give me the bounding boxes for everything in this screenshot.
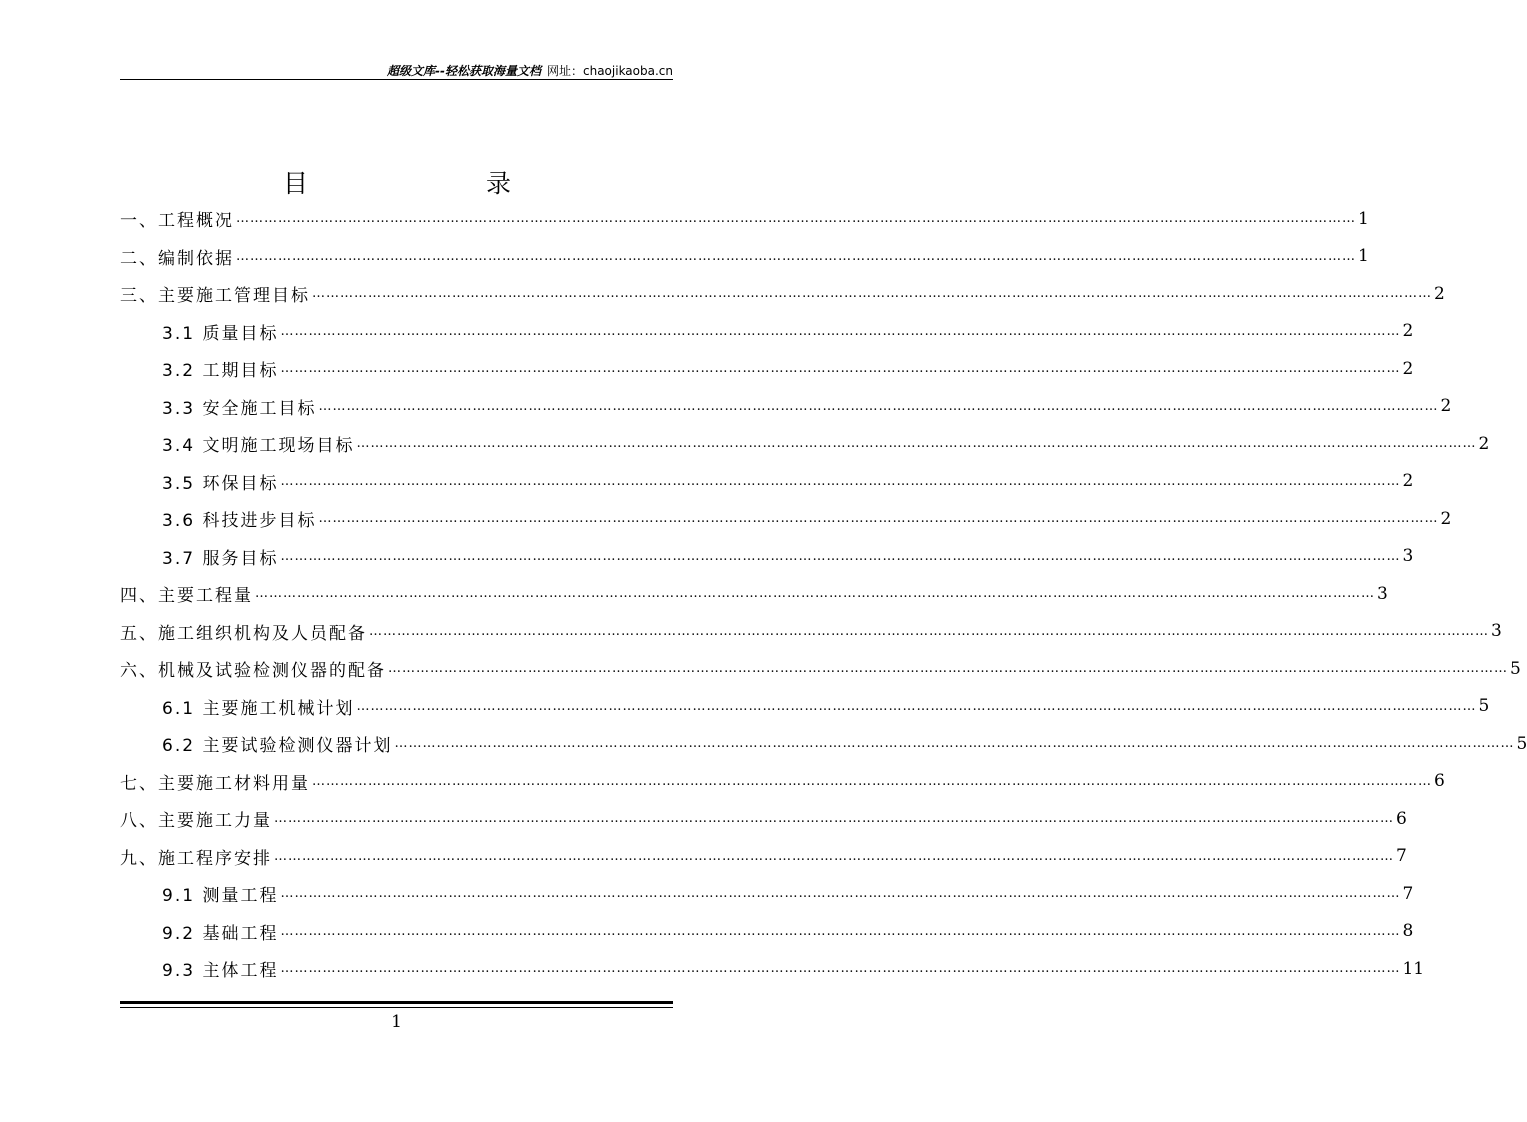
toc-entry-page: 2 [1478,433,1490,454]
toc-entry-label: 四、主要工程量 [120,586,253,607]
toc-entry-label: 9.3 主体工程 [162,961,279,982]
toc-entry-label: 六、机械及试验检测仪器的配备 [120,661,386,682]
header-title: 超级文库--轻松获取海量文档 [387,64,541,78]
table-of-contents [120,200,1527,988]
toc-entry-page: 5 [1516,733,1527,754]
header-rule [120,79,673,80]
toc-entry-label: 6.2 主要试验检测仪器计划 [162,736,393,757]
toc-leader-dots: …………………………………………………………………………………………………………………………………………………………………………………………………………………… [274,811,1394,827]
toc-entry-page: 5 [1510,658,1521,679]
toc-leader-dots: …………………………………………………………………………………………………………………………………………………………………………………………………………………… [312,286,1432,302]
toc-leader-dots: …………………………………………………………………………………………………………………………………………………………………………………………………………………… [312,773,1432,789]
toc-entry-label: 一、工程概况 [120,211,234,232]
toc-entry-page: 3 [1402,546,1414,567]
toc-entry[interactable] [120,913,1414,951]
toc-entry-page: 6 [1396,808,1407,829]
toc-entry[interactable] [120,238,1369,276]
toc-title-part1: 目 [283,169,309,198]
toc-entry-page: 2 [1402,358,1414,379]
toc-entry[interactable] [120,500,1452,538]
toc-leader-dots: …………………………………………………………………………………………………………………………………………………………………………………………………………………… [280,323,1401,339]
toc-leader-dots: …………………………………………………………………………………………………………………………………………………………………………………………………………………… [388,661,1508,677]
toc-entry-label: 3.5 环保目标 [162,473,279,494]
header-site: 网址：chaojikaoba.cn [547,64,673,78]
toc-entry[interactable] [120,575,1388,613]
toc-entry-page: 6 [1434,771,1445,792]
toc-entry-page: 2 [1440,396,1452,417]
toc-leader-dots: …………………………………………………………………………………………………………………………………………………………………………………………………………………… [318,398,1439,414]
toc-entry-label: 3.7 服务目标 [162,548,279,569]
toc-entry-label: 三、主要施工管理目标 [120,286,310,307]
toc-entry-page: 2 [1434,283,1445,304]
toc-entry-page: 1 [1358,208,1369,229]
toc-entry[interactable] [120,838,1407,876]
toc-entry-page: 7 [1402,883,1414,904]
toc-entry-label: 3.6 科技进步目标 [162,511,317,532]
toc-entry-page: 2 [1402,321,1414,342]
toc-entry-label: 9.2 基础工程 [162,923,279,944]
toc-entry-page: 2 [1402,471,1414,492]
footer-rule-thin [120,1007,673,1008]
toc-leader-dots: …………………………………………………………………………………………………………………………………………………………………………………………………………………… [318,511,1439,527]
toc-leader-dots: …………………………………………………………………………………………………………………………………………………………………………………………………………………… [356,698,1477,714]
toc-leader-dots: …………………………………………………………………………………………………………………………………………………………………………………………………………………… [255,586,1375,602]
page-header [387,62,673,79]
toc-entry-label: 9.1 测量工程 [162,886,279,907]
toc-entry-page: 11 [1402,958,1425,979]
toc-entry[interactable] [120,875,1414,913]
toc-entry[interactable] [120,388,1452,426]
toc-entry-page: 3 [1491,621,1502,642]
toc-entry[interactable] [120,313,1414,351]
toc-leader-dots: …………………………………………………………………………………………………………………………………………………………………………………………………………………… [280,923,1401,939]
toc-entry[interactable] [120,425,1490,463]
toc-entry-label: 3.1 质量目标 [162,323,279,344]
toc-leader-dots: …………………………………………………………………………………………………………………………………………………………………………………………………………………… [369,623,1489,639]
toc-entry-page: 2 [1440,508,1452,529]
toc-leader-dots: …………………………………………………………………………………………………………………………………………………………………………………………………………………… [280,473,1401,489]
toc-entry[interactable] [120,650,1521,688]
toc-entry-label: 九、施工程序安排 [120,848,272,869]
toc-entry-label: 3.3 安全施工目标 [162,398,317,419]
toc-entry-page: 1 [1358,246,1369,267]
toc-entry[interactable] [120,275,1445,313]
toc-leader-dots: …………………………………………………………………………………………………………………………………………………………………………………………………………………… [280,886,1401,902]
toc-title-part2: 录 [486,169,512,198]
toc-entry-page: 5 [1478,696,1490,717]
footer-rule-thick [120,1001,673,1004]
toc-leader-dots: …………………………………………………………………………………………………………………………………………………………………………………………………………………… [394,736,1515,752]
toc-leader-dots: …………………………………………………………………………………………………………………………………………………………………………………………………………………… [356,436,1477,452]
page-number: 1 [391,1012,402,1032]
toc-entry[interactable] [120,688,1490,726]
toc-entry-page: 8 [1402,921,1414,942]
toc-leader-dots: …………………………………………………………………………………………………………………………………………………………………………………………………………………… [236,211,1356,227]
toc-entry[interactable] [120,613,1502,651]
toc-entry-label: 二、编制依据 [120,248,234,269]
toc-entry-page: 7 [1396,846,1407,867]
toc-entry[interactable] [120,350,1414,388]
toc-leader-dots: …………………………………………………………………………………………………………………………………………………………………………………………………………………… [280,361,1401,377]
toc-entry-label: 3.2 工期目标 [162,361,279,382]
toc-title [0,164,793,196]
toc-leader-dots: …………………………………………………………………………………………………………………………………………………………………………………………………………………… [274,848,1394,864]
toc-entry[interactable] [120,200,1369,238]
toc-entry[interactable] [120,463,1414,501]
toc-entry[interactable] [120,763,1445,801]
toc-leader-dots: …………………………………………………………………………………………………………………………………………………………………………………………………………………… [280,961,1401,977]
toc-leader-dots: …………………………………………………………………………………………………………………………………………………………………………………………………………………… [236,248,1356,264]
toc-entry[interactable] [120,800,1407,838]
toc-entry-label: 3.4 文明施工现场目标 [162,436,355,457]
toc-entry-label: 6.1 主要施工机械计划 [162,698,355,719]
toc-entry[interactable] [120,538,1414,576]
toc-entry-label: 五、施工组织机构及人员配备 [120,623,367,644]
toc-entry-page: 3 [1377,583,1388,604]
toc-entry-label: 八、主要施工力量 [120,811,272,832]
toc-entry[interactable] [120,950,1425,988]
toc-leader-dots: …………………………………………………………………………………………………………………………………………………………………………………………………………………… [280,548,1401,564]
toc-entry-label: 七、主要施工材料用量 [120,773,310,794]
toc-entry[interactable] [120,725,1527,763]
